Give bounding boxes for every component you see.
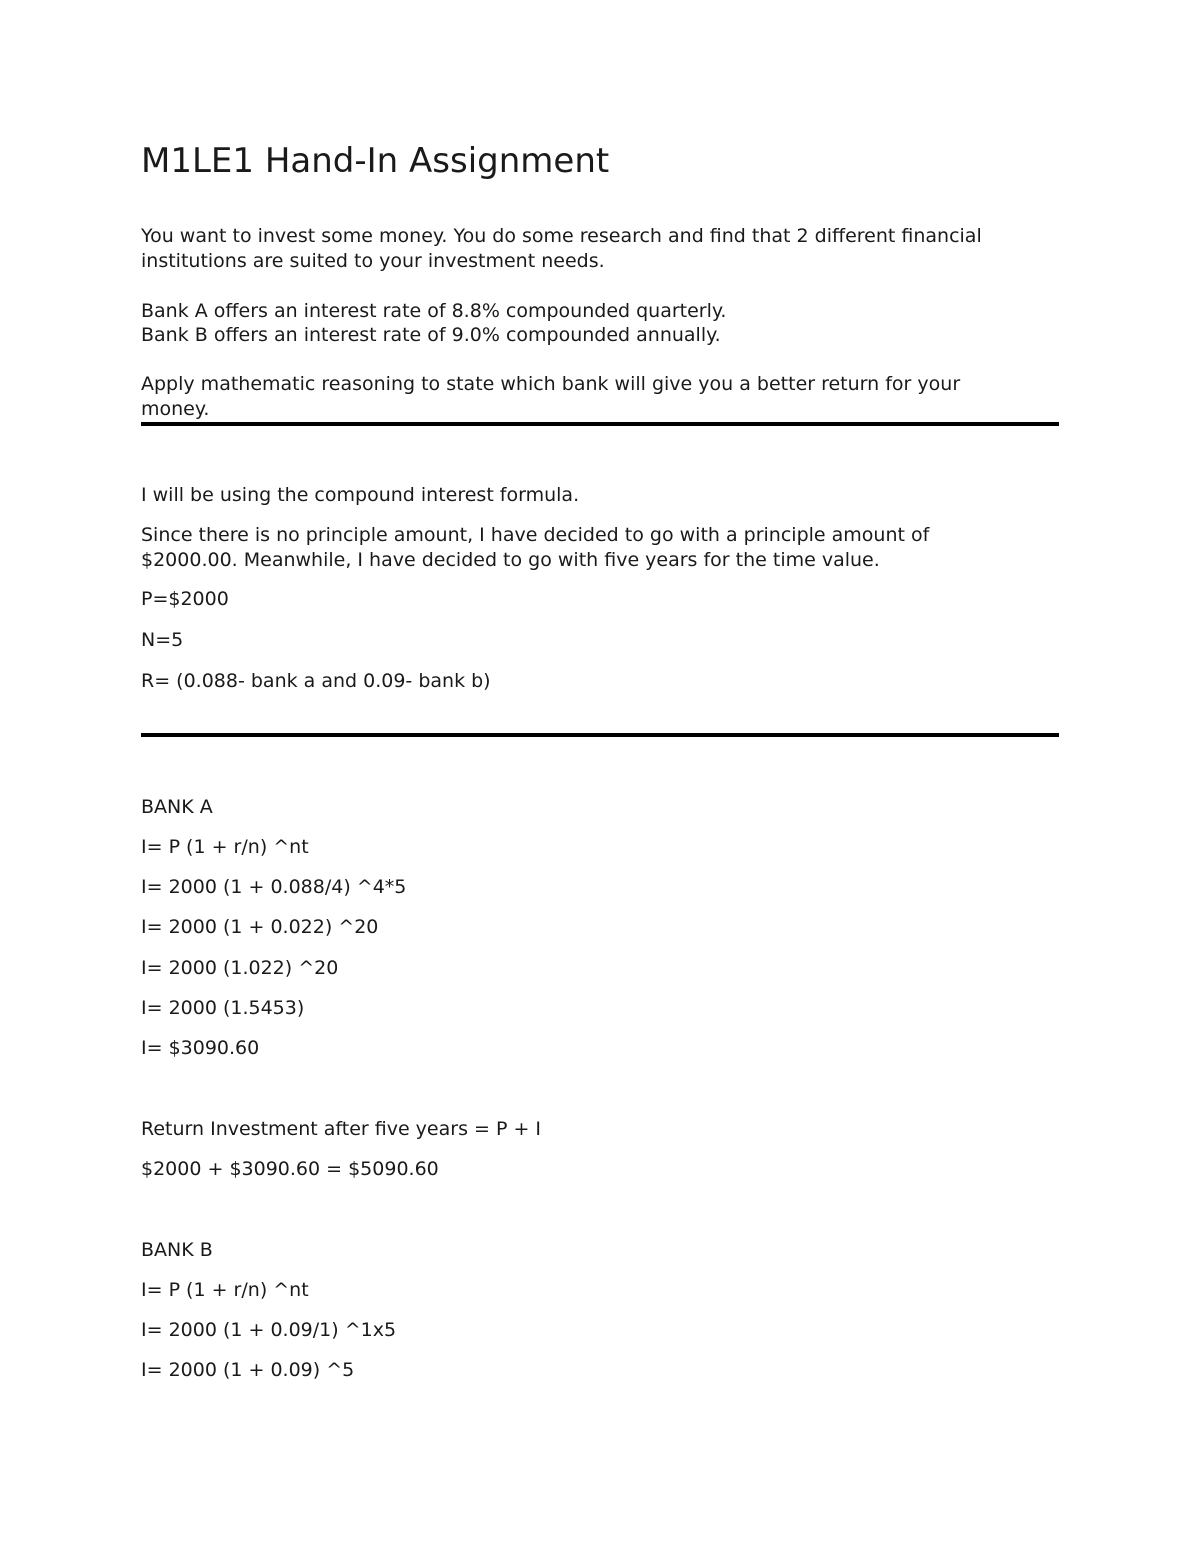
- bank-a-step: I= 2000 (1 + 0.088/4) ^4*5: [141, 876, 407, 898]
- formula-note: I will be using the compound interest formula.: [141, 484, 580, 506]
- intro-line-1: You want to invest some money. You do some research and find that 2 different financial: [141, 225, 982, 247]
- bank-a-return-label: Return Investment after five years = P + I: [141, 1118, 542, 1140]
- section-divider-1: [141, 422, 1059, 426]
- time-value: N=5: [141, 629, 184, 651]
- document-title: M1LE1 Hand-In Assignment: [141, 141, 610, 181]
- bank-b-step: I= 2000 (1 + 0.09/1) ^1x5: [141, 1319, 397, 1341]
- bank-a-step: I= $3090.60: [141, 1037, 260, 1059]
- principle-line-1: Since there is no principle amount, I have decided to go with a principle amount of: [141, 524, 930, 546]
- bank-a-offer: Bank A offers an interest rate of 8.8% compounded quarterly.: [141, 300, 727, 322]
- intro-line-2: institutions are suited to your investment needs.: [141, 250, 605, 272]
- bank-a-step: I= P (1 + r/n) ^nt: [141, 836, 309, 858]
- bank-b-offer: Bank B offers an interest rate of 9.0% compounded annually.: [141, 324, 721, 346]
- section-divider-2: [141, 733, 1059, 737]
- task-line-1: Apply mathematic reasoning to state which bank will give you a better return for your: [141, 373, 961, 395]
- rate-value: R= (0.088- bank a and 0.09- bank b): [141, 670, 491, 692]
- bank-a-step: I= 2000 (1.022) ^20: [141, 957, 339, 979]
- principal-value: P=$2000: [141, 588, 229, 610]
- bank-b-step: I= 2000 (1 + 0.09) ^5: [141, 1359, 355, 1381]
- principle-line-2: $2000.00. Meanwhile, I have decided to go with five years for the time value.: [141, 549, 880, 571]
- bank-b-heading: BANK B: [141, 1239, 213, 1261]
- bank-a-step: I= 2000 (1.5453): [141, 997, 305, 1019]
- task-line-2: money.: [141, 398, 210, 420]
- bank-a-heading: BANK A: [141, 796, 213, 818]
- bank-a-return-calc: $2000 + $3090.60 = $5090.60: [141, 1158, 439, 1180]
- bank-a-step: I= 2000 (1 + 0.022) ^20: [141, 916, 379, 938]
- document-page: [141, 0, 1059, 1553]
- bank-b-step: I= P (1 + r/n) ^nt: [141, 1279, 309, 1301]
